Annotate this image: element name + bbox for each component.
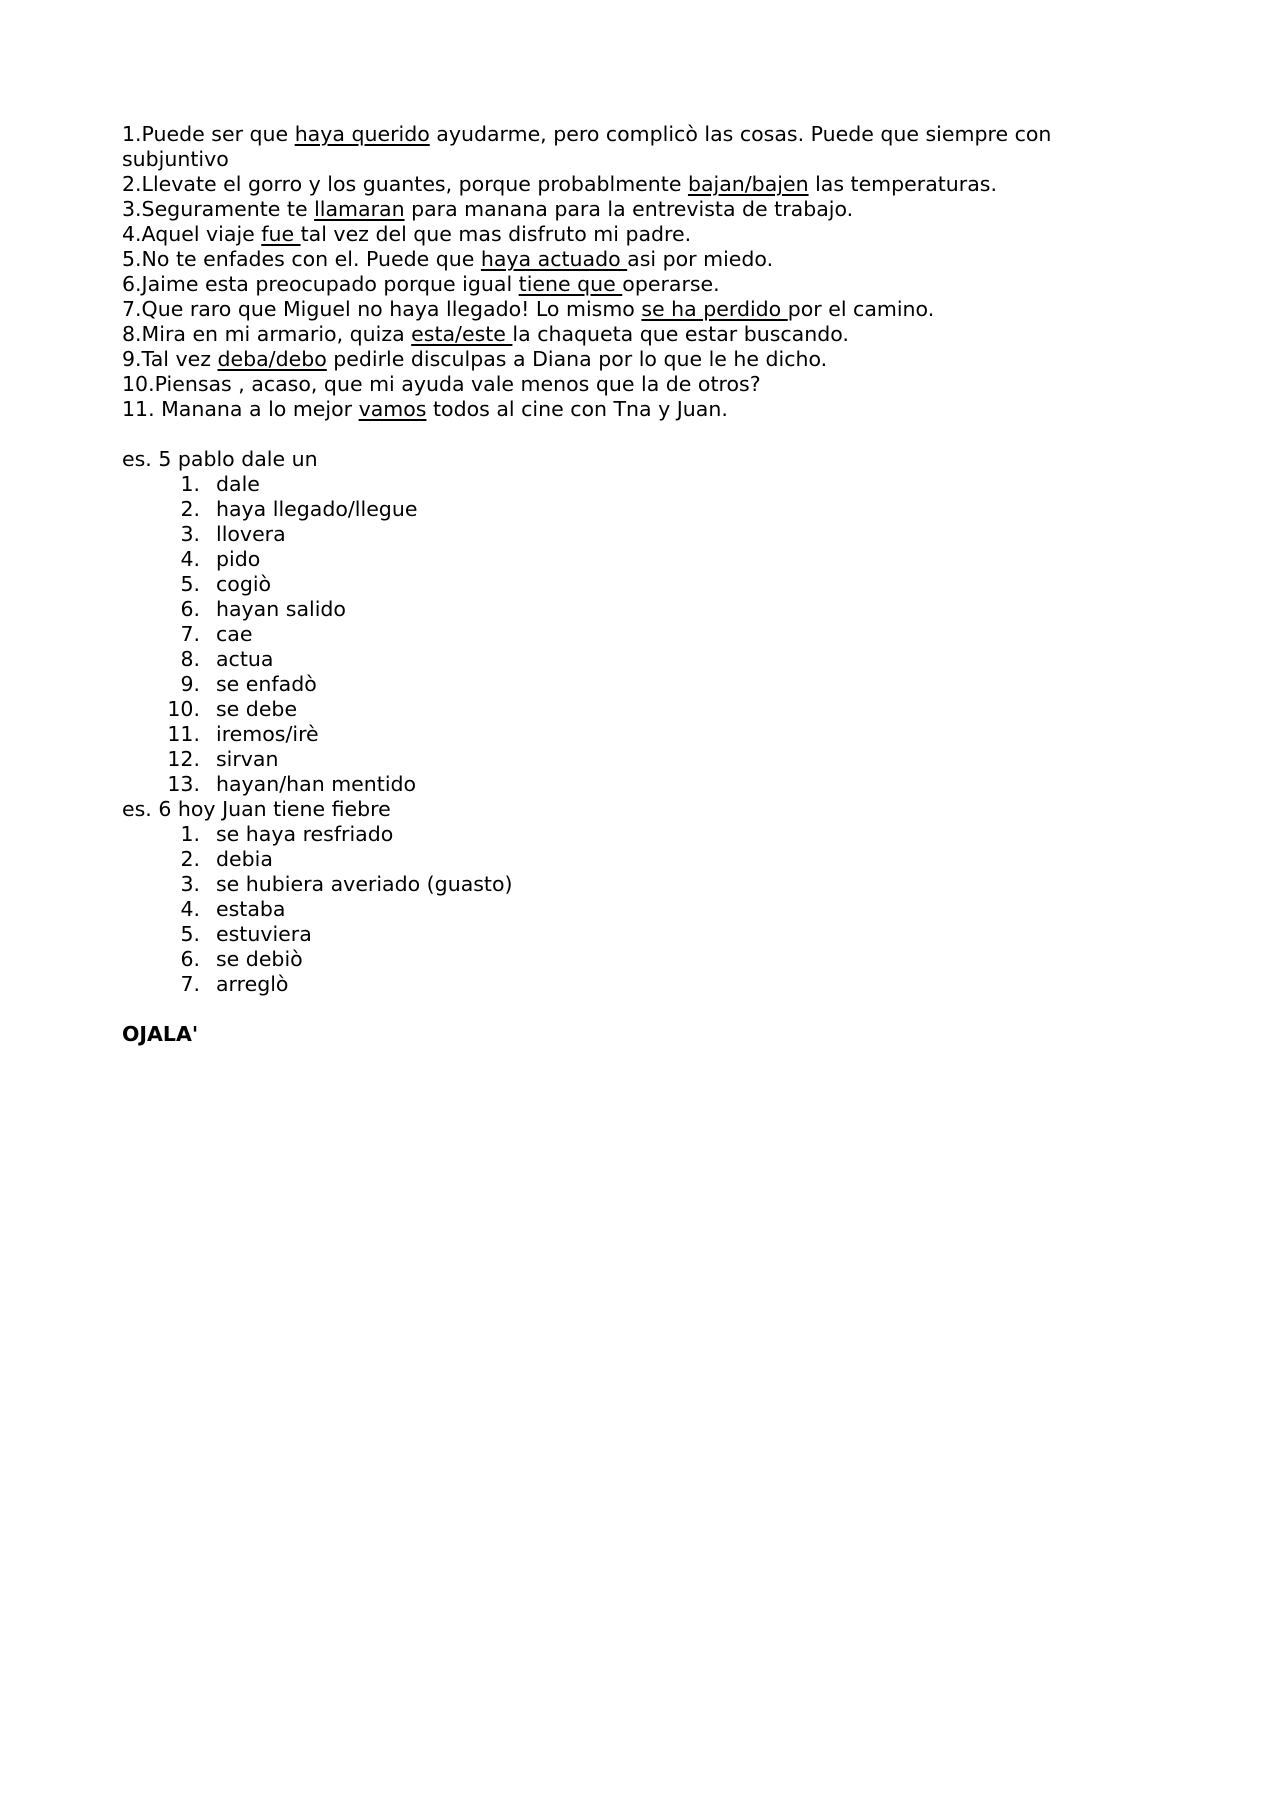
underlined-answer: bajan/bajen — [687, 172, 809, 196]
sentence-2: 2.Llevate el gorro y los guantes, porque probablmente bajan/bajen las temperaturas. — [122, 172, 997, 196]
sentence-8: 8.Mira en mi armario, quiza esta/este la chaqueta que estar buscando. — [122, 322, 849, 346]
underlined-answer: esta/este — [411, 322, 513, 346]
list-item: 13. hayan/han mentido — [167, 772, 417, 796]
sentence-5: 5.No te enfades con el. Puede que haya actuado asi por miedo. — [122, 247, 774, 271]
list-item: 5. cogiò — [180, 572, 272, 596]
list-item: 12. sirvan — [167, 747, 279, 771]
exercise-sentences — [122, 122, 1162, 422]
spacer — [122, 422, 1162, 447]
sentence-10: 10.Piensas , acaso, que mi ayuda vale menos que la de otros? — [122, 372, 761, 396]
es6-heading: es. 6 hoy Juan tiene fiebre — [122, 797, 391, 821]
sentence-7: 7.Que raro que Miguel no haya llegado! Lo mismo se ha perdido por el camino. — [122, 297, 935, 321]
sentence-1: 1.Puede ser que haya querido ayudarme, pero complicò las cosas. Puede que siempre con subjuntivo — [122, 122, 1052, 171]
list-item: 6. hayan salido — [180, 597, 346, 621]
list-item: 4. estaba — [180, 897, 286, 921]
list-item: 7. cae — [180, 622, 253, 646]
underlined-answer: se ha perdido — [641, 297, 788, 321]
sentence-11: 11. Manana a lo mejor vamos todos al cine con Tna y Juan. — [122, 397, 728, 421]
list-item: 4. pido — [180, 547, 261, 571]
list-item: 8. actua — [180, 647, 274, 671]
list-item: 10. se debe — [167, 697, 298, 721]
underlined-answer: tiene que — [518, 272, 623, 296]
sentence-6: 6.Jaime esta preocupado porque igual tiene que operarse. — [122, 272, 720, 296]
sentence-3: 3.Seguramente te llamaran para manana para la entrevista de trabajo. — [122, 197, 854, 221]
es5-answer-list — [122, 472, 1162, 797]
document-page — [122, 122, 1162, 1047]
es6-answer-list — [122, 822, 1162, 997]
ojala-heading: OJALA' — [122, 1022, 199, 1046]
list-item: 5. estuviera — [180, 922, 312, 946]
list-item: 2. haya llegado/llegue — [180, 497, 418, 521]
list-item: 1. se haya resfriado — [180, 822, 394, 846]
list-item: 11. iremos/irè — [167, 722, 319, 746]
underlined-answer: vamos — [358, 397, 427, 421]
es5-heading: es. 5 pablo dale un — [122, 447, 318, 471]
list-item: 3. se hubiera averiado (guasto) — [180, 872, 513, 896]
underlined-answer: haya querido — [294, 122, 430, 146]
underlined-answer: deba/debo — [217, 347, 327, 371]
list-item: 7. arreglò — [180, 972, 289, 996]
list-item: 2. debia — [180, 847, 273, 871]
sentence-9: 9.Tal vez deba/debo pedirle disculpas a Diana por lo que le he dicho. — [122, 347, 828, 371]
list-item: 6. se debiò — [180, 947, 303, 971]
underlined-answer: fue — [261, 222, 301, 246]
spacer — [122, 997, 1162, 1022]
sentence-4: 4.Aquel viaje fue tal vez del que mas disfruto mi padre. — [122, 222, 692, 246]
list-item: 9. se enfadò — [180, 672, 317, 696]
underlined-answer: haya actuado — [480, 247, 628, 271]
list-item: 3. llovera — [180, 522, 286, 546]
underlined-answer: llamaran — [314, 197, 405, 221]
list-item: 1. dale — [180, 472, 260, 496]
